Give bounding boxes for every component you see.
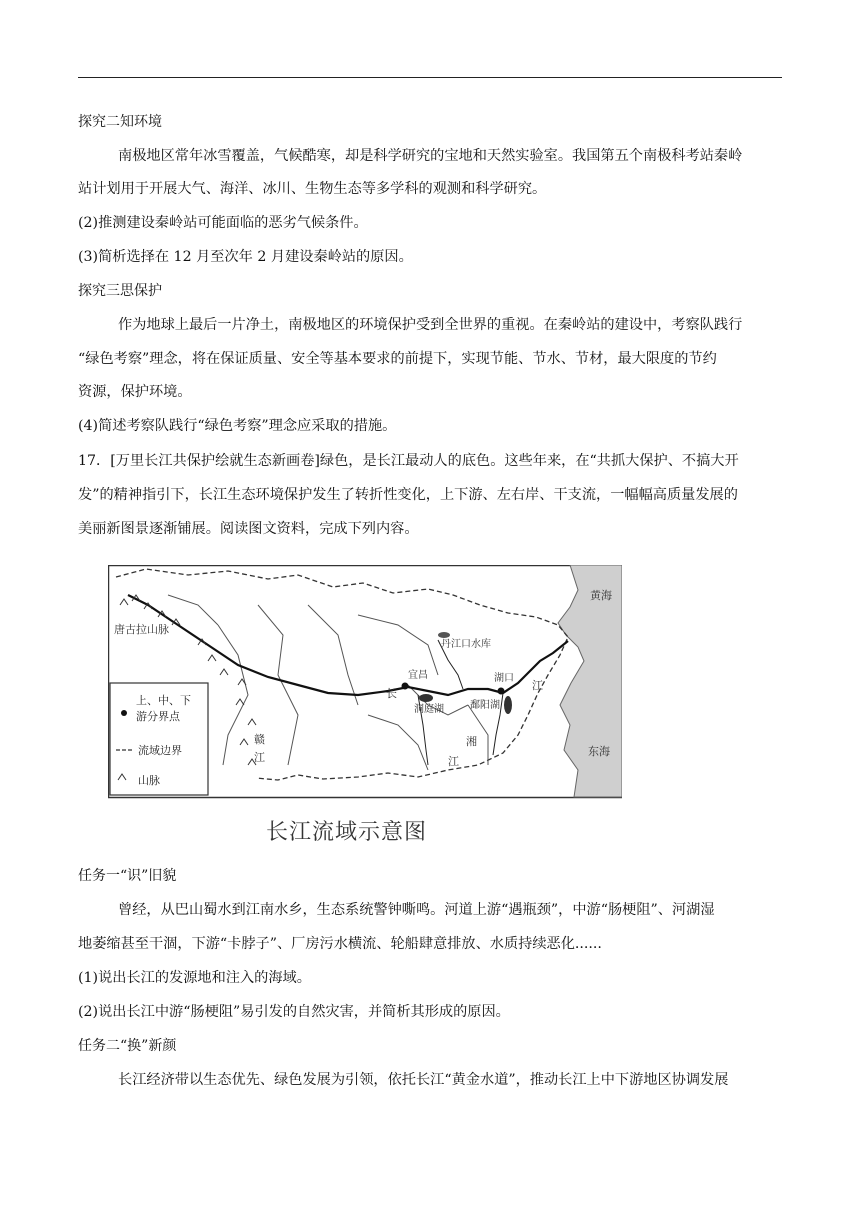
label-poyang: 鄱阳湖 xyxy=(470,700,500,711)
question-4: (4)简述考察队践行“绿色考察”理念应采取的措施。 xyxy=(78,418,397,434)
label-tanggula-mountains: 唐古拉山脉 xyxy=(114,623,169,636)
dongting-lake xyxy=(419,694,433,702)
question-2-task: (2)说出长江中游“肠梗阻”易引发的自然灾害，并简析其形成的原因。 xyxy=(78,1004,510,1020)
label-chang: 长 xyxy=(386,687,397,700)
legend-boundary-label: 流域边界 xyxy=(138,744,182,757)
question-17-intro: 17．[万里长江共保护绘就生态新画卷]绿色，是长江最动人的底色。这些年来，在“共抓大保护、不搞大开 xyxy=(78,453,739,469)
label-danjiangkou: 丹江口水库 xyxy=(441,639,491,650)
danjiangkou-reservoir xyxy=(438,632,450,638)
division-point-yichang xyxy=(402,683,409,690)
paragraph-line: 南极地区常年冰雪覆盖，气候酷寒，却是科学研究的宝地和天然实验室。我国第五个南极科考站秦岭 xyxy=(118,148,743,164)
header-rule xyxy=(78,77,782,78)
label-dongting: 洞庭湖 xyxy=(414,704,444,715)
label-jiang: 江 xyxy=(532,679,543,692)
paragraph-line: 站计划用于开展大气、海洋、冰川、生物生态等多学科的观测和科学研究。 xyxy=(78,181,547,197)
paragraph-line: 发”的精神指引下，长江生态环境保护发生了转折性变化，上下游、左右岸、干支流，一幅幅高质量发展的 xyxy=(78,487,738,503)
poyang-lake xyxy=(504,696,512,714)
map-title: 长江流域示意图 xyxy=(266,820,428,845)
label-gan: 赣 xyxy=(254,733,265,746)
label-jiang-lower: 江 xyxy=(448,755,459,768)
label-yichang: 宜昌 xyxy=(408,670,428,681)
paragraph-line: 曾经，从巴山蜀水到江南水乡，生态系统警钟嘶鸣。河道上游“遇瓶颈”，中游“肠梗阻”、河湖湿 xyxy=(118,902,715,918)
section-heading-explore-2: 探究二知环境 xyxy=(78,114,162,130)
paragraph-line: 资源，保护环境。 xyxy=(78,384,192,400)
legend-mountain-label: 山脉 xyxy=(138,774,160,787)
task-heading-2: 任务二“换”新颜 xyxy=(78,1038,177,1054)
section-heading-explore-3: 探究三思保护 xyxy=(78,283,162,299)
svg-text:游分界点: 游分界点 xyxy=(136,710,180,723)
svg-text:上、中、下: 上、中、下 xyxy=(136,694,191,707)
label-east-sea: 东海 xyxy=(588,745,610,758)
map-legend xyxy=(110,683,208,795)
question-1: (1)说出长江的发源地和注入的海域。 xyxy=(78,970,311,986)
paragraph-line: 作为地球上最后一片净土，南极地区的环境保护受到全世界的重视。在秦岭站的建设中，考察队践行 xyxy=(118,317,743,333)
label-xiang: 湘 xyxy=(466,735,477,748)
label-yellow-sea: 黄海 xyxy=(590,589,612,602)
yangtze-basin-map xyxy=(108,565,622,799)
task-heading-1: 任务一“识”旧貌 xyxy=(78,868,177,884)
label-hukou: 湖口 xyxy=(494,673,514,684)
question-2: (2)推测建设秦岭站可能面临的恶劣气候条件。 xyxy=(78,215,368,231)
division-point-hukou xyxy=(498,688,505,695)
label-jiang-side: 江 xyxy=(254,751,265,764)
question-3: (3)简析选择在 12 月至次年 2 月建设秦岭站的原因。 xyxy=(78,249,413,265)
paragraph-line: 美丽新图景逐渐铺展。阅读图文资料，完成下列内容。 xyxy=(78,521,419,537)
paragraph-line: “绿色考察”理念，将在保证质量、安全等基本要求的前提下，实现节能、节水、节材，最大限度的节约 xyxy=(78,351,717,367)
paragraph-line: 长江经济带以生态优先、绿色发展为引领，依托长江“黄金水道”，推动长江上中下游地区协调发展 xyxy=(118,1072,729,1088)
paragraph-line: 地萎缩甚至干涸，下游“卡脖子”、厂房污水横流、轮船肆意排放、水质持续恶化...... xyxy=(78,936,602,952)
